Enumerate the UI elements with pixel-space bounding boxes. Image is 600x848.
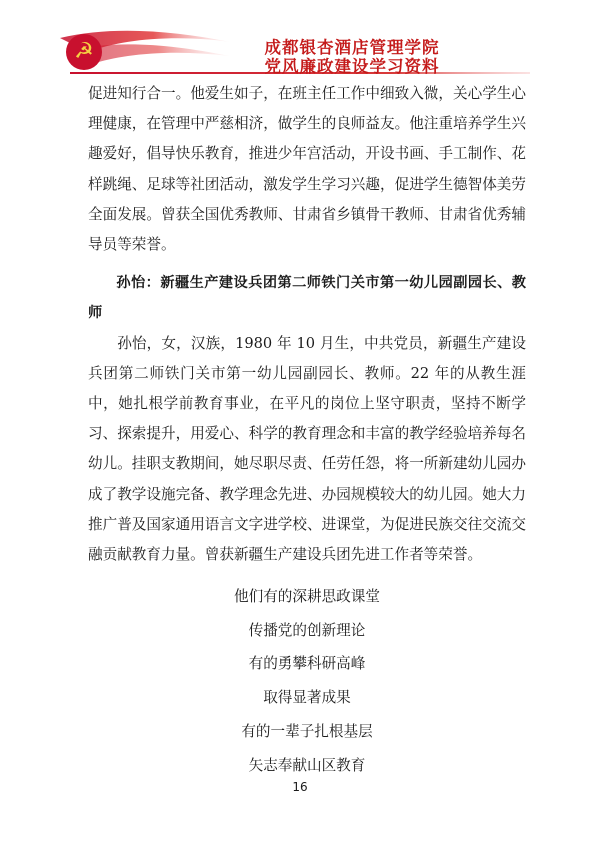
poem-line: 有的勇攀科研高峰 xyxy=(248,655,366,673)
section-heading: 孙怡：新疆生产建设兵团第二师铁门关市第一幼儿园副园长、教师 xyxy=(88,275,526,322)
page-header xyxy=(0,0,600,78)
header-title-line1: 成都银杏酒店管理学院 xyxy=(264,38,440,57)
poem-line: 取得显著成果 xyxy=(263,689,351,707)
page-number: 16 xyxy=(292,780,308,794)
header-title-line2: 党风廉政建设学习资料 xyxy=(264,57,440,76)
poem-line: 他们有的深耕思政课堂 xyxy=(234,588,380,605)
paragraph-profile: 孙怡，女，汉族，1980 年 10 月生，中共党员，新疆生产建设兵团第二师铁门关市第一幼儿园副园长、教师。22 年的从教生涯中，她扎根学前教育事业，在平凡的岗位上坚守职责，坚持不断学习、探索提升，用爱心、科学的教育理念和丰富的教学经验培养每名幼儿。挂职支教期间，她尽职尽责、任劳任怨，将一所新建幼儿园办成了教学设施完备、教学理念先进、办园规模较大的幼儿园。她大力推广普及国家通用语言文字进学校、进课堂，为促进民族交往交流交融贡献教育力量。曾获新疆生产建设兵团先进工作者等荣誉。 xyxy=(88,334,526,564)
poem-line: 传播党的创新理论 xyxy=(248,621,366,639)
paragraph-continued: 促进知行合一。他爱生如子，在班主任工作中细致入微，关心学生心理健康，在管理中严慈相济，做学生的良师益友。他注重培养学生兴趣爱好，倡导快乐教育，推进少年宫活动，开设书画、手工制作、花样跳绳、足球等社团活动，激发学生学习兴趣，促进学生德智体美劳全面发展。曾获全国优秀教师、甘肃省乡镇骨干教师、甘肃省优秀辅导员等荣誉。 xyxy=(88,85,526,254)
poem-line: 矢志奉献山区教育 xyxy=(248,756,366,774)
poem-line: 有的一辈子扎根基层 xyxy=(241,722,373,740)
article-body xyxy=(88,79,526,570)
poem-block xyxy=(88,580,526,782)
hammer-sickle-icon: ☭ xyxy=(74,39,94,64)
